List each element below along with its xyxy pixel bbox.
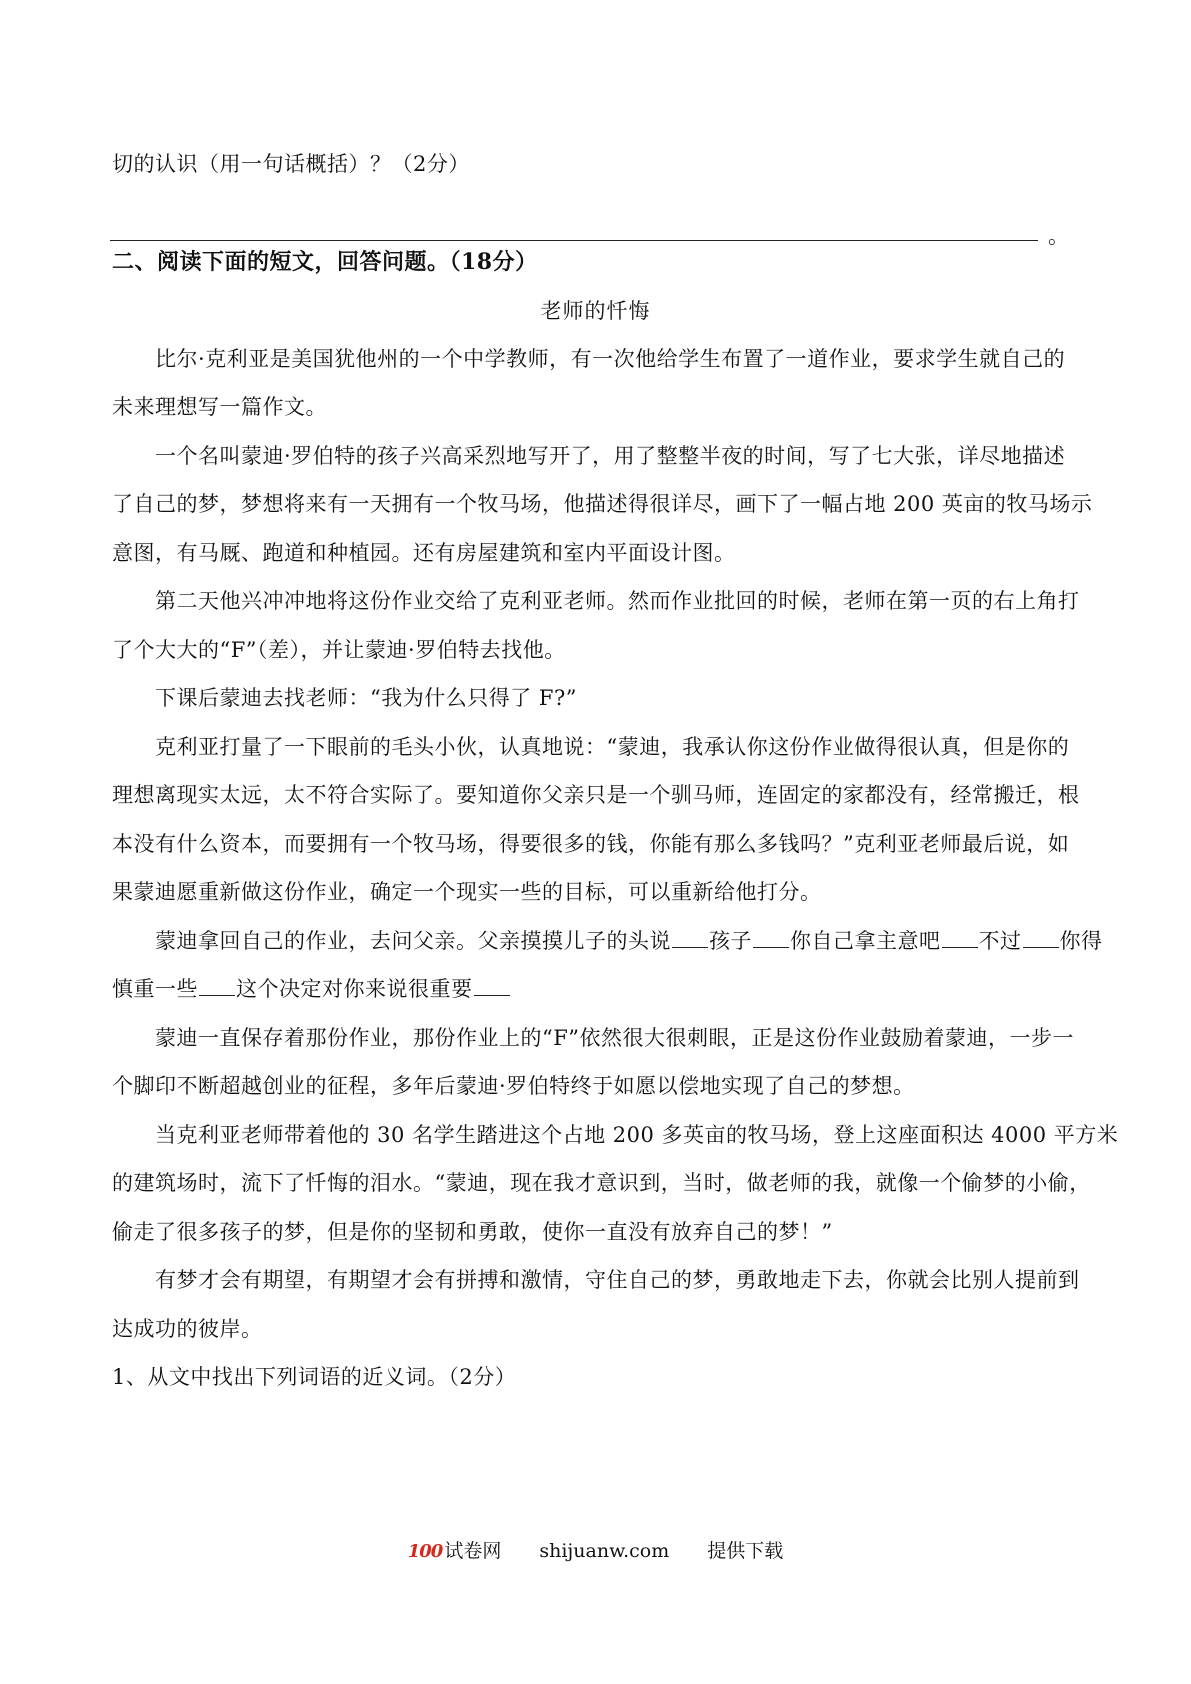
paragraph-line: 蒙迪一直保存着那份作业，那份作业上的“F”依然很大很刺眼，正是这份作业鼓励着蒙迪，一步一 — [155, 1026, 1075, 1050]
punctuation-blank[interactable] — [672, 927, 708, 948]
site-logo: 100 — [407, 1541, 443, 1562]
download-note: 提供下载 — [707, 1540, 784, 1562]
article-title: 老师的忏悔 — [540, 299, 651, 323]
paragraph-line: 了个大大的“F”（差），并让蒙迪·罗伯特去找他。 — [112, 638, 566, 662]
site-name: 试卷网 — [444, 1540, 502, 1562]
paragraph-text: 你自己拿主意吧 — [790, 929, 941, 953]
punctuation-blank[interactable] — [942, 927, 978, 948]
punctuation-blank[interactable] — [753, 927, 789, 948]
punctuation-blank[interactable] — [1023, 927, 1059, 948]
question-1: 1、从文中找出下列词语的近义词。（2分） — [112, 1365, 517, 1389]
paragraph-text: 不过 — [978, 929, 1022, 953]
paragraph-line: 的建筑场时，流下了忏悔的泪水。“蒙迪，现在我才意识到，当时，做老师的我，就像一个偷梦的小偷， — [112, 1171, 1091, 1195]
paragraph-line: 理想离现实太远，太不符合实际了。要知道你父亲只是一个驯马师，连固定的家都没有，经常搬迁，根 — [112, 783, 1080, 807]
paragraph-line: 了自己的梦，梦想将来有一天拥有一个牧马场，他描述得很详尽，画下了一幅占地 200 英亩的牧马场示 — [112, 492, 1093, 516]
paragraph-line: 未来理想写一篇作文。 — [112, 395, 327, 419]
paragraph-line: 一个名叫蒙迪·罗伯特的孩子兴高采烈地写开了，用了整整半夜的时间，写了七大张，详尽地描述 — [155, 444, 1066, 468]
previous-question-tail: 切的认识（用一句话概括）？（2分） — [112, 152, 470, 176]
paragraph-text: 慎重一些 — [112, 977, 198, 1001]
paragraph-text: 你得 — [1059, 929, 1103, 953]
paragraph-line: 当克利亚老师带着他的 30 名学生踏进这个占地 200 多英亩的牧马场，登上这座面积达 4000 平方米 — [155, 1123, 1119, 1147]
punctuation-blank[interactable] — [199, 975, 235, 996]
paragraph-line: 意图，有马厩、跑道和种植园。还有房屋建筑和室内平面设计图。 — [112, 541, 736, 565]
paragraph-text: 蒙迪拿回自己的作业，去问父亲。父亲摸摸儿子的头说 — [155, 929, 671, 953]
answer-end-mark: 。 — [1048, 224, 1069, 248]
fill-blank-line — [155, 927, 1103, 955]
paragraph-line: 比尔·克利亚是美国犹他州的一个中学教师，有一次他给学生布置了一道作业，要求学生就自己的 — [155, 347, 1066, 371]
paragraph-text: 这个决定对你来说很重要 — [236, 977, 473, 1001]
paragraph-line: 个脚印不断超越创业的征程，多年后蒙迪·罗伯特终于如愿以偿地实现了自己的梦想。 — [112, 1074, 915, 1098]
paragraph-line: 本没有什么资本，而要拥有一个牧马场，得要很多的钱，你能有那么多钱吗？”克利亚老师最后说，如 — [112, 832, 1070, 856]
paragraph-line: 果蒙迪愿重新做这份作业，确定一个现实一些的目标，可以重新给他打分。 — [112, 880, 822, 904]
paragraph-line: 有梦才会有期望，有期望才会有拼搏和激情，守住自己的梦，勇敢地走下去，你就会比别人提前到 — [155, 1268, 1080, 1292]
section-heading: 二、阅读下面的短文，回答问题。（18分） — [112, 249, 538, 275]
paragraph-text: 孩子 — [709, 929, 752, 953]
site-url[interactable]: shijuanw.com — [539, 1540, 670, 1562]
fill-blank-line — [112, 975, 511, 1003]
paragraph-line: 下课后蒙迪去找老师：“我为什么只得了 F?” — [155, 686, 577, 710]
punctuation-blank[interactable] — [474, 975, 510, 996]
paragraph-line: 克利亚打量了一下眼前的毛头小伙，认真地说：“蒙迪，我承认你这份作业做得很认真，但是你的 — [155, 735, 1070, 759]
paragraph-line: 第二天他兴冲冲地将这份作业交给了克利亚老师。然而作业批回的时候，老师在第一页的右上角打 — [155, 589, 1080, 613]
answer-line — [110, 240, 1038, 241]
page-footer — [0, 1538, 1191, 1565]
paragraph-line: 达成功的彼岸。 — [112, 1317, 263, 1341]
paragraph-line: 偷走了很多孩子的梦，但是你的坚韧和勇敢，使你一直没有放弃自己的梦！” — [112, 1220, 833, 1244]
